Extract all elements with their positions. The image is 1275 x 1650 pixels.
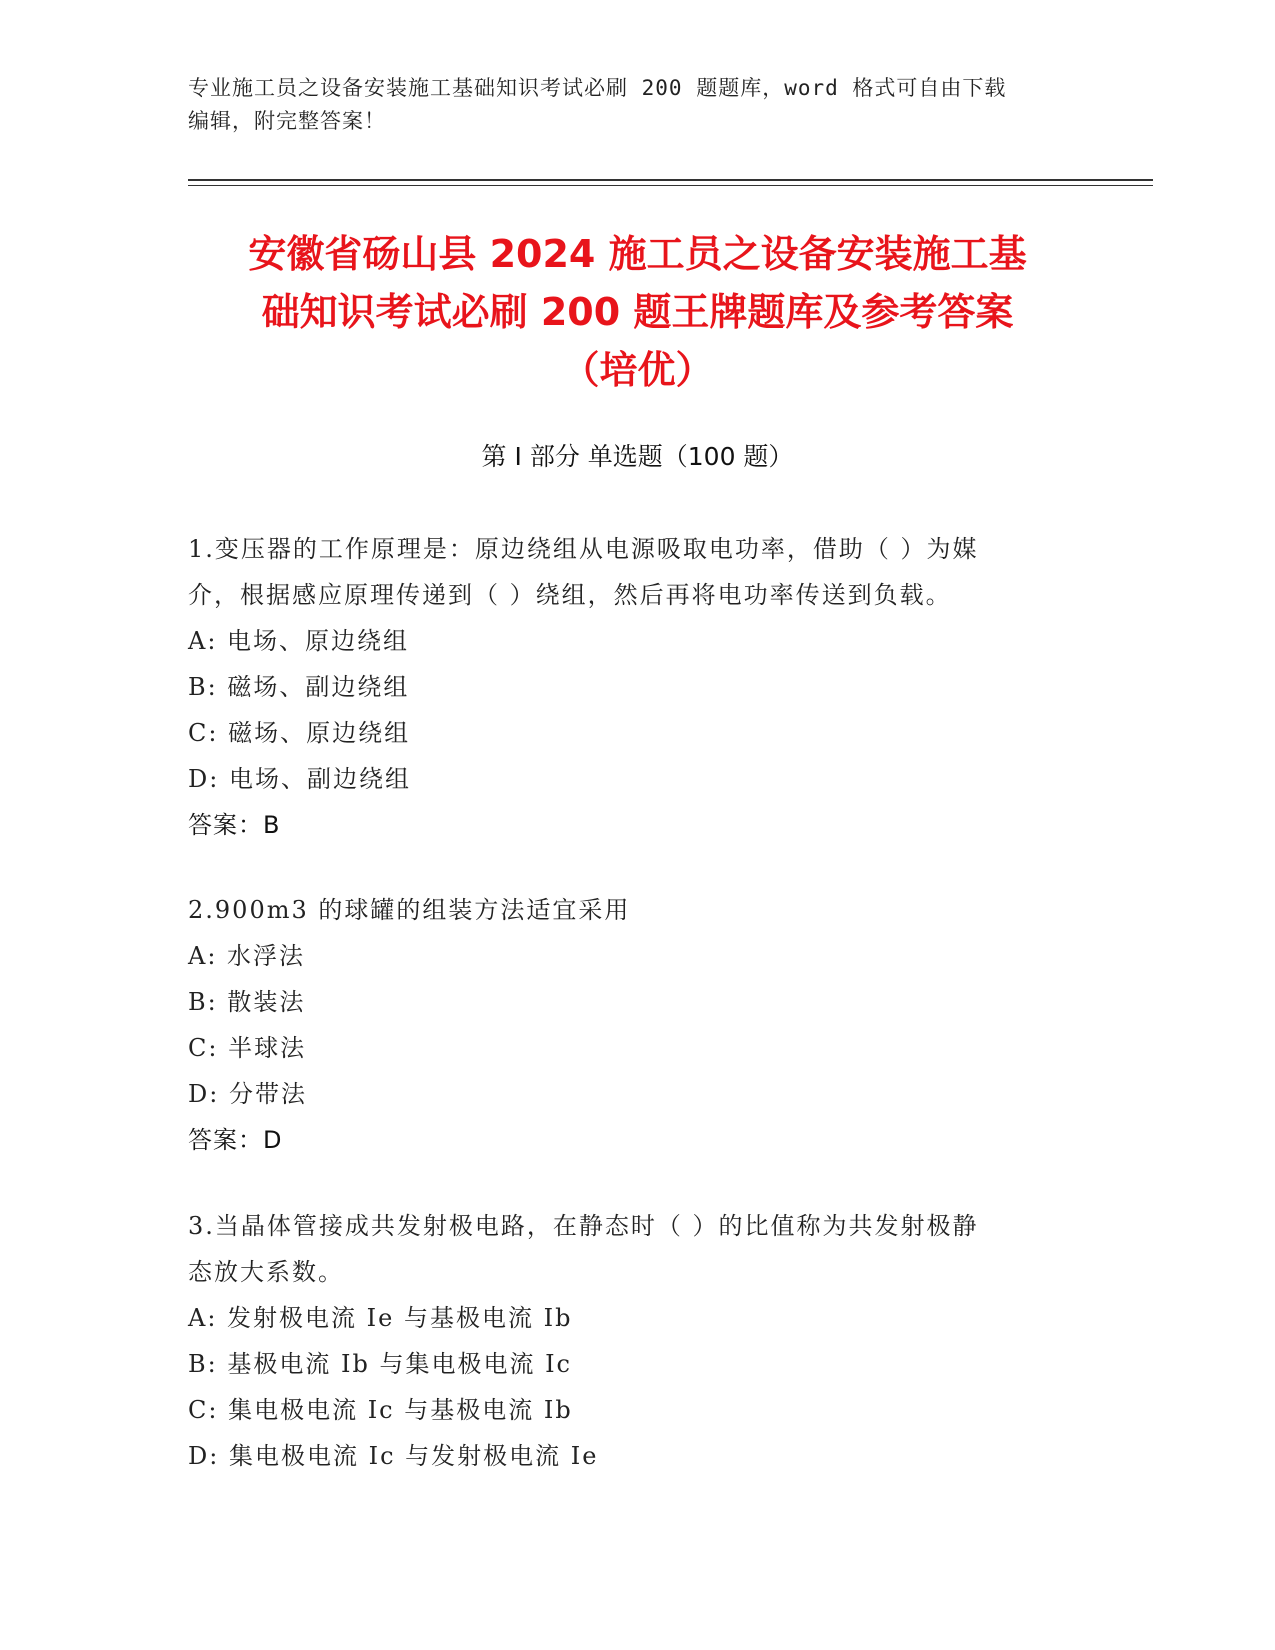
option-d: D: 集电极电流 Ic 与发射极电流 Ie (188, 1442, 599, 1470)
question-stem-line1: 3.当晶体管接成共发射极电路，在静态时（ ）的比值称为共发射极静 (188, 1212, 979, 1240)
question-1 (188, 526, 1088, 848)
document-title-line2: 础知识考试必刷 200 题王牌题库及参考答案 (261, 290, 1014, 334)
question-stem-line1: 1.变压器的工作原理是：原边绕组从电源吸取电功率，借助（ ）为媒 (188, 535, 979, 563)
question-3 (188, 1203, 1088, 1479)
option-a: A: 发射极电流 Ie 与基极电流 Ib (188, 1304, 573, 1332)
header-divider-thin (188, 185, 1153, 186)
option-d: D: 分带法 (188, 1080, 307, 1108)
answer: 答案：B (188, 811, 281, 839)
option-c: C: 半球法 (188, 1034, 307, 1062)
document-title (150, 225, 1125, 399)
header-note (188, 72, 1088, 138)
option-c: C: 磁场、原边绕组 (188, 719, 411, 747)
question-stem-line2: 态放大系数。 (188, 1258, 344, 1286)
option-a: A: 水浮法 (188, 942, 306, 970)
header-divider-thick (188, 179, 1153, 181)
header-note-line1: 专业施工员之设备安装施工基础知识考试必刷 200 题题库，word 格式可自由下载 (188, 76, 1007, 100)
option-b: B: 基极电流 Ib 与集电极电流 Ic (188, 1350, 573, 1378)
document-title-line1: 安徽省砀山县 2024 施工员之设备安装施工基 (248, 232, 1027, 276)
option-d: D: 电场、副边绕组 (188, 765, 411, 793)
header-note-line2: 编辑，附完整答案！ (188, 109, 386, 133)
question-stem-line2: 介，根据感应原理传递到（ ）绕组，然后再将电功率传送到负载。 (188, 581, 952, 609)
question-stem-line1: 2.900m3 的球罐的组装方法适宜采用 (188, 896, 631, 924)
section-heading: 第 I 部分 单选题（100 题） (481, 442, 794, 471)
question-2 (188, 887, 1088, 1163)
option-a: A: 电场、原边绕组 (188, 627, 410, 655)
answer: 答案：D (188, 1126, 283, 1154)
option-c: C: 集电极电流 Ic 与基极电流 Ib (188, 1396, 573, 1424)
option-b: B: 磁场、副边绕组 (188, 673, 410, 701)
document-title-line3: （培优） (561, 348, 714, 392)
option-b: B: 散装法 (188, 988, 306, 1016)
